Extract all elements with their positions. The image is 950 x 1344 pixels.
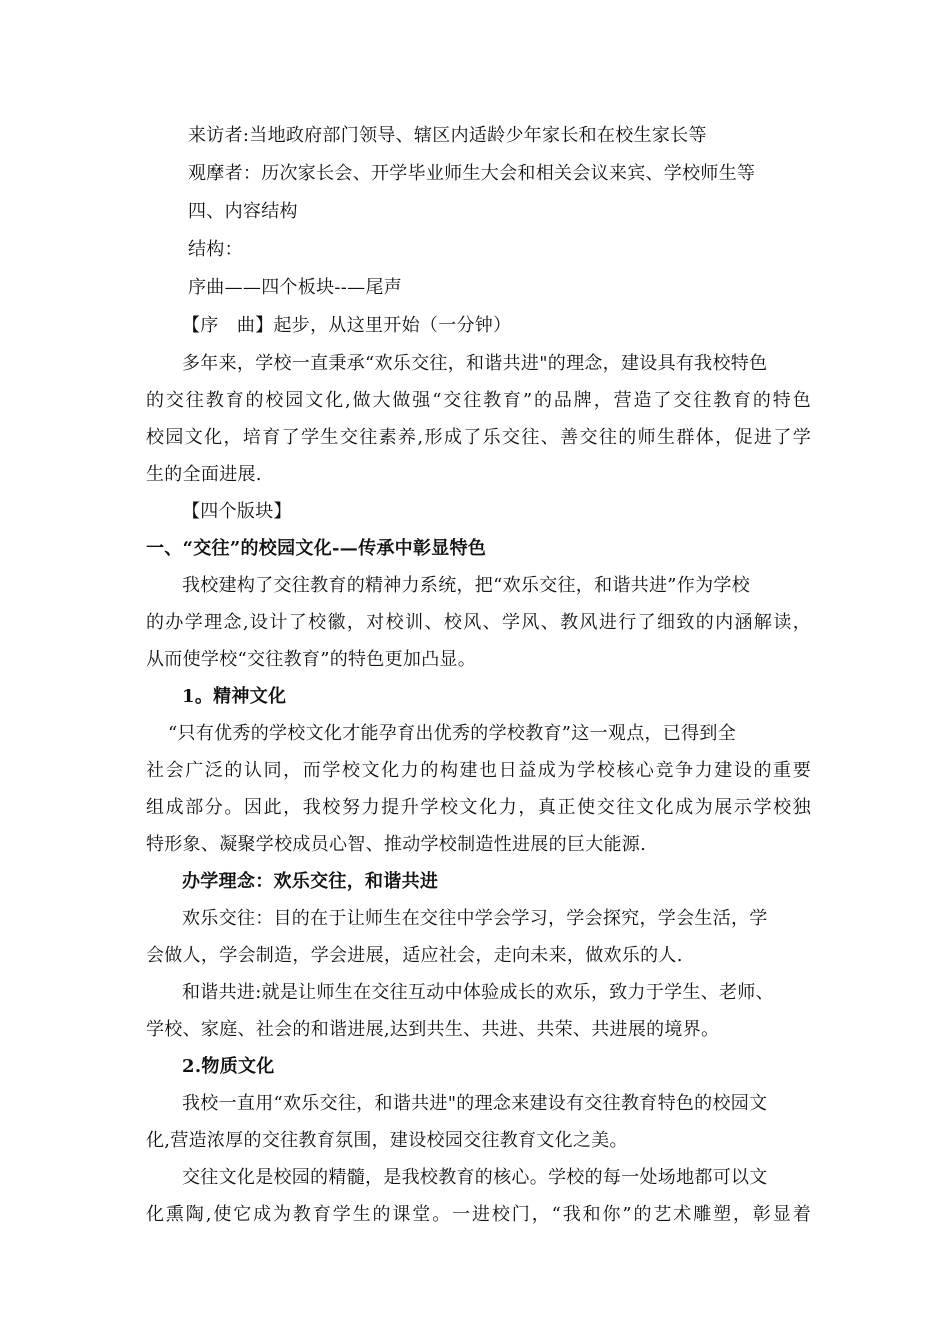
paragraph-line: 的交往教育的校园文化,做大做强“交往教育”的品牌，营造了交往教育的特色: [146, 390, 811, 411]
paragraph-line: 我校建构了交往教育的精神力系统，把“欢乐交往，和谐共进”作为学校: [182, 575, 751, 596]
paragraph-line: 欢乐交往：目的在于让师生在交往中学会学习，学会探究，学会生活，学: [182, 908, 768, 929]
paragraph-line: 社会广泛的认同，而学校文化力的构建也日益成为学校核心竞争力建设的重要: [146, 760, 811, 781]
subsection-spiritual-culture: 1。精神文化: [182, 686, 287, 707]
paragraph-line: 从而使学校“交往教育”的特色更加凸显。: [146, 649, 477, 670]
paragraph-line: 化熏陶,使它成为教育学生的课堂。一进校门，“我和你”的艺术雕塑，彰显着: [146, 1204, 811, 1225]
paragraph-line: 多年来，学校一直秉承“欢乐交往，和谐共进"的理念，建设具有我校特色: [182, 353, 768, 374]
paragraph-line: 交往文化是校园的精髓，是我校教育的核心。学校的每一处场地都可以文: [182, 1167, 768, 1188]
prelude-heading: 【序 曲】起步，从这里开始（一分钟）: [182, 315, 512, 336]
section-one-heading: 一、“交往”的校园文化-—传承中彰显特色: [146, 538, 487, 559]
paragraph-line: 和谐共进:就是让师生在交往互动中体验成长的欢乐，致力于学生、老师、: [182, 982, 774, 1003]
four-sections-heading: 【四个版块】: [182, 501, 292, 522]
paragraph-line: 特形象、凝聚学校成员心智、推动学校制造性进展的巨大能源.: [146, 834, 647, 855]
observer-line: 观摩者：历次家长会、开学毕业师生大会和相关会议来宾、学校师生等: [188, 163, 756, 184]
paragraph-line: 的办学理念,设计了校徽，对校训、校风、学风、教风进行了细致的内涵解读，: [146, 612, 811, 633]
paragraph-line: 组成部分。因此，我校努力提升学校文化力，真正使交往文化成为展示学校独: [146, 797, 811, 818]
subsection-material-culture: 2.物质文化: [182, 1056, 275, 1077]
paragraph-line: 会做人，学会制造，学会进展，适应社会，走向未来，做欢乐的人.: [146, 945, 683, 966]
visitor-line: 来访者:当地政府部门领导、辖区内适龄少年家长和在校生家长等: [188, 125, 707, 146]
paragraph-line: 化,营造浓厚的交往教育氛围，建设校园交往教育文化之美。: [146, 1130, 628, 1151]
school-philosophy-heading: 办学理念：欢乐交往，和谐共进: [182, 871, 439, 892]
structure-outline: 序曲——四个板块--—尾声: [188, 277, 403, 298]
paragraph-line: 学校、家庭、社会的和谐进展,达到共生、共进、共荣、共进展的境界。: [146, 1019, 720, 1040]
paragraph-line: 校园文化，培育了学生交往素养,形成了乐交往、善交往的师生群体，促进了学: [146, 427, 811, 448]
section-heading-content-structure: 四、内容结构: [188, 201, 298, 222]
paragraph-line: 生的全面进展.: [146, 464, 262, 485]
paragraph-line: 我校一直用“欢乐交往，和谐共进"的理念来建设有交往教育特色的校园文: [182, 1093, 768, 1114]
structure-label: 结构：: [188, 239, 243, 260]
paragraph-line: “只有优秀的学校文化才能孕育出优秀的学校教育”这一观点，已得到全: [168, 723, 737, 744]
